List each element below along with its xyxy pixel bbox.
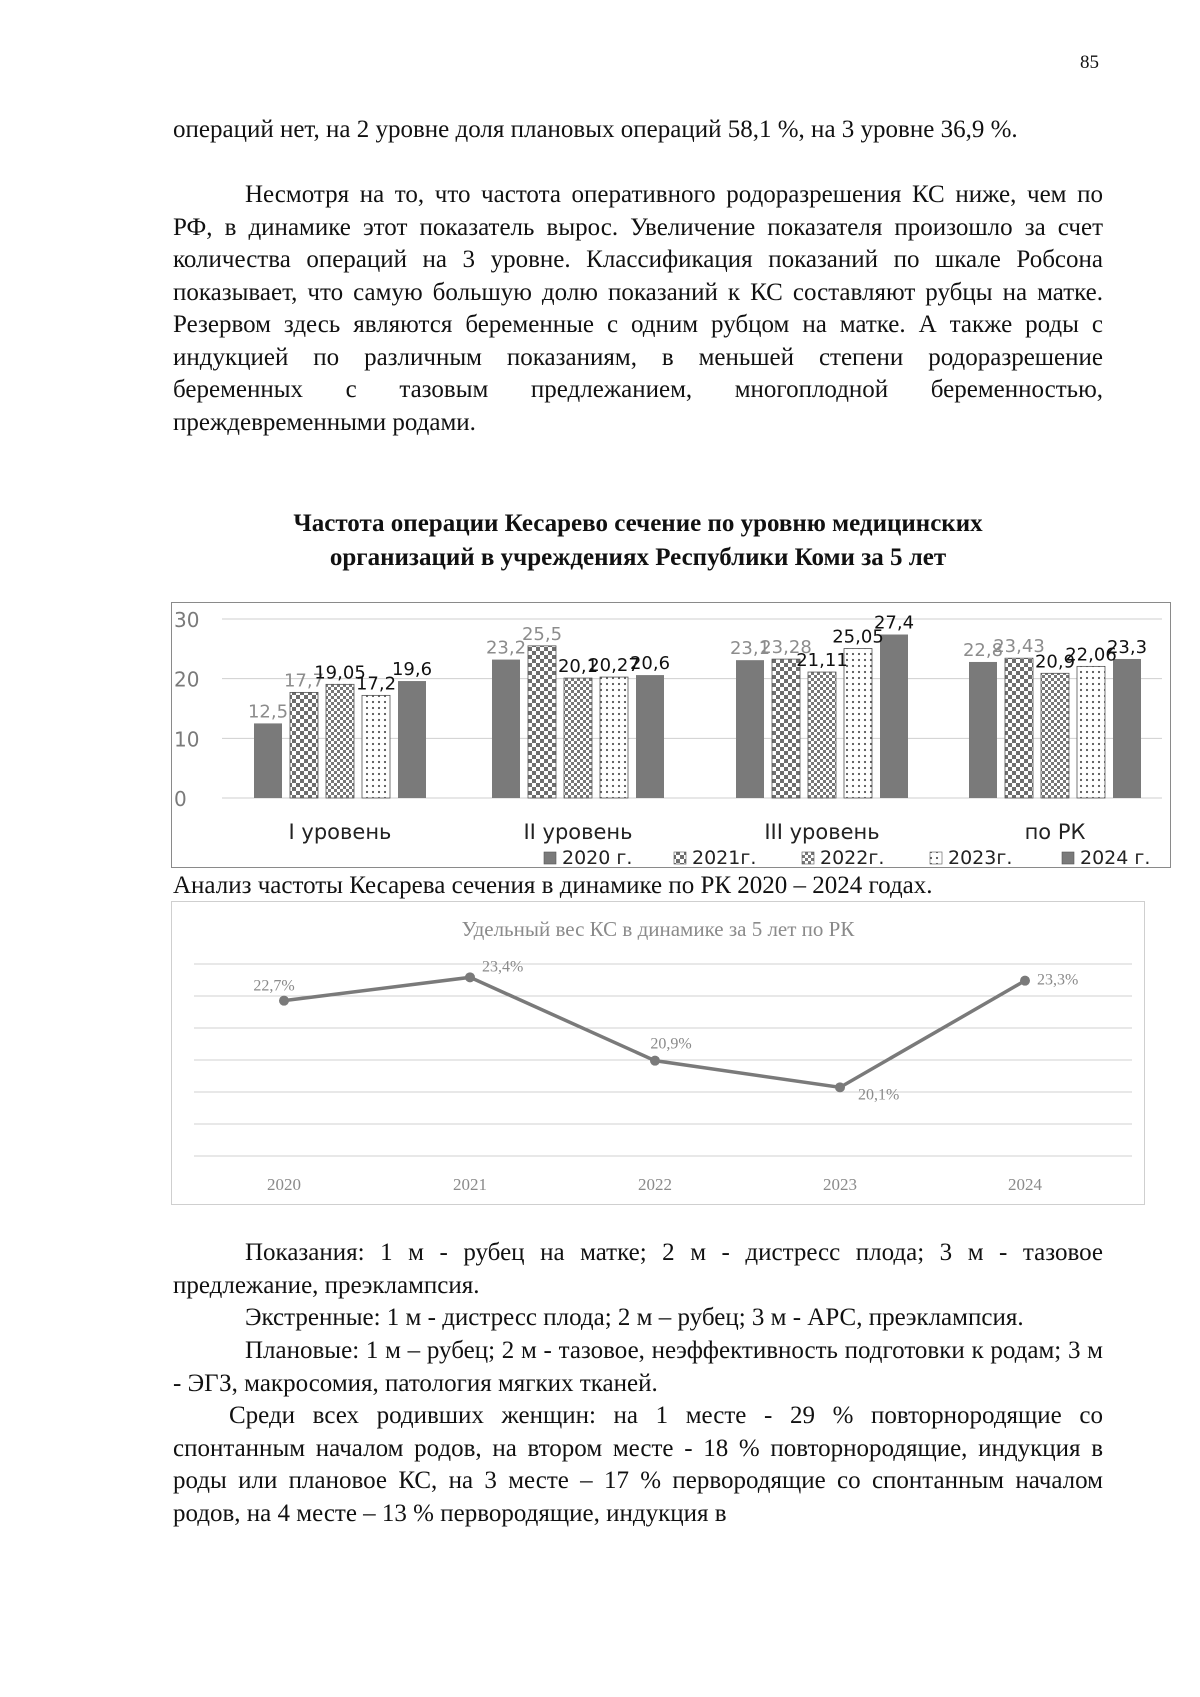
bar-data-label: 23,1 [729,638,771,660]
bar-data-label: 23,43 [993,636,1045,658]
chart-1-title-line-1: Частота операции Кесарево сечение по уровню медицинских [293,510,983,537]
bar-legend-label: 2022г. [820,847,885,867]
bar-legend-label: 2023г. [948,847,1013,867]
bar-4-3 [1041,673,1069,798]
bar-2-3 [564,678,592,798]
chart-2-caption: Анализ частоты Кесарева сечения в динамике по РК 2020 – 2024 годах. [173,872,933,899]
bar-3-2 [772,659,800,798]
bar-data-label: 17,7 [283,670,325,692]
line-data-label: 22,7% [253,977,295,995]
bar-2-1 [492,660,520,798]
bar-legend [544,847,1150,867]
bar-data-label: 23,2 [485,637,527,659]
bar-2-4 [600,677,628,798]
line-x-tick-label: 2023 [823,1175,857,1194]
page-number: 85 [1080,52,1099,73]
line-x-ticks [267,1175,1043,1194]
line-point [279,996,289,1006]
bar-3-5 [880,635,908,798]
bar-data-label: 20,1 [557,656,599,678]
line-series [279,972,1030,1092]
bar-y-tick-label: 10 [174,727,200,752]
bar-chart [171,602,1171,868]
bar-data-label: 20,6 [629,653,671,675]
line-x-tick-label: 2021 [453,1175,487,1194]
bar-data-label: 20,9 [1034,651,1076,673]
paragraph-2: Несмотря на то, что частота оперативного родоразрешения КС ниже, чем по РФ, в динамике этот показатель вырос. Увеличение показателя произошло за счет количества операций на 3 уровне. Классификация показаний по шкале Робсона показывает, что самую большую долю показаний к КС составляют рубцы на матке. Резервом здесь являются беременные с одним рубцом на матке. А также роды с индукцией по различным показаниям, в меньшей степени родоразрешение беременных с тазовым предлежанием, многоплодной беременностью, преждевременными родами. [173,181,1103,436]
bar-y-tick-label: 20 [174,667,200,692]
bar-legend-swatch [802,852,814,864]
bar-y-tick-label: 30 [174,608,200,632]
line-data-labels [253,958,1078,1103]
paragraph-3: Показания: 1 м - рубец на матке; 2 м - дистресс плода; 3 м - тазовое предлежание, преэклампсия. [173,1239,1103,1299]
paragraph-1: операций нет, на 2 уровне доля плановых операций 58,1 %, на 3 уровне 36,9 %. [173,116,1018,143]
bar-data-label: 22,06 [1065,644,1117,666]
bar-2-2 [528,646,556,798]
bar-4-5 [1113,659,1141,798]
line-data-label: 20,9% [650,1035,692,1053]
paragraph-5: Плановые: 1 м – рубец; 2 м - тазовое, неэффективность подготовки к родам; 3 м - ЭГЗ, макросомия, патология мягких тканей. [173,1337,1103,1397]
bar-category-label: II уровень [523,820,633,844]
bar-4-4 [1077,666,1105,798]
line-data-label: 23,3% [1037,971,1079,989]
bar-data-label: 25,5 [521,623,563,645]
bar-y-tick-label: 0 [174,787,187,811]
bar-data-label: 23,3 [1106,636,1148,658]
bar-3-4 [844,649,872,798]
bar-category-label: I уровень [288,820,392,844]
bar-1-3 [326,684,354,798]
paragraph-4: Экстренные: 1 м - дистресс плода; 2 м – рубец; 3 м - АРС, преэклампсия. [245,1304,1024,1331]
line-point [835,1082,845,1092]
bar-1-2 [290,692,318,798]
bar-data-label: 12,5 [247,701,289,723]
bar-3-3 [808,672,836,798]
bar-category-label: по РК [1024,820,1086,844]
bar-category-labels [289,820,1086,844]
bar-data-label: 20,27 [588,655,640,677]
chart-1-title [173,507,1103,575]
line-series-path [284,977,1025,1087]
bar-data-label: 25,05 [832,626,884,648]
bar-data-label: 19,05 [314,662,366,684]
bar-data-label: 23,28 [760,637,812,659]
bar-data-label: 21,11 [796,650,848,672]
bar-3-1 [736,660,764,798]
line-point [1020,976,1030,986]
line-x-tick-label: 2024 [1008,1175,1042,1194]
bar-data-label: 19,6 [391,659,433,681]
bar-category-label: III уровень [764,820,880,844]
line-chart-svg [172,902,1144,1204]
bar-legend-label: 2024 г. [1080,847,1151,867]
bar-chart-svg [172,603,1170,867]
line-chart-title: Удельный вес КС в динамике за 5 лет по РК [461,917,855,941]
line-point [465,972,475,982]
bar-legend-swatch [544,852,556,864]
bar-data-label: 22,8 [962,639,1004,661]
bar-4-1 [969,662,997,798]
bar-legend-label: 2020 г. [562,847,633,867]
line-data-label: 23,4% [482,958,524,976]
bar-1-1 [254,723,282,798]
line-data-label: 20,1% [858,1086,900,1104]
bar-1-5 [398,681,426,798]
bar-data-label: 17,2 [355,673,397,695]
bar-4-2 [1005,658,1033,798]
bar-y-ticks [174,608,199,811]
bar-1-4 [362,695,390,798]
bar-legend-label: 2021г. [692,847,757,867]
bar-legend-swatch [1062,852,1074,864]
bar-legend-swatch [930,852,942,864]
bar-2-5 [636,675,664,798]
bar-bars [254,635,1141,798]
bar-legend-swatch [674,852,686,864]
line-x-tick-label: 2022 [638,1175,672,1194]
line-chart [171,901,1145,1205]
chart-1-title-line-2: организаций в учреждениях Республики Коми за 5 лет [329,544,947,571]
bar-data-label: 27,4 [873,612,915,634]
line-x-tick-label: 2020 [267,1175,301,1194]
line-point [650,1056,660,1066]
paragraph-6: Среди всех родивших женщин: на 1 месте - 29 % повторнородящие со спонтанным началом родов, на втором месте - 18 % повторнородящие, индукция в роды или плановое КС, на 3 месте – 17 % первородящие со спонтанным началом родов, на 4 месте – 13 % первородящие, индукция в [173,1402,1103,1527]
